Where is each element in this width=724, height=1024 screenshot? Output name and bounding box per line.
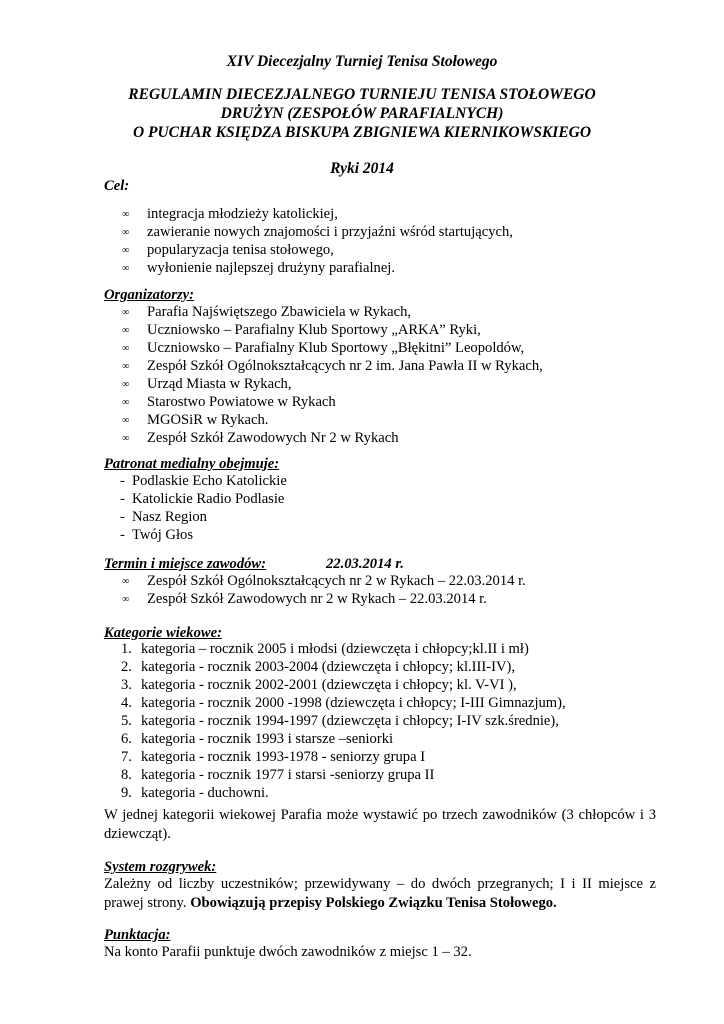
infinity-bullet-icon: ∞ [122,415,130,426]
infinity-bullet-icon: ∞ [122,209,130,220]
list-item: 8. kategoria - rocznik 1977 i starsi -seniorzy grupa II [121,767,435,783]
system-heading: System rozgrywek: [104,859,217,875]
cel-heading: Cel: [104,178,130,194]
infinity-bullet-icon: ∞ [122,397,130,408]
regulation-title-line-3: O PUCHAR KSIĘDZA BISKUPA ZBIGNIEWA KIERNIKOWSKIEGO [132,124,592,141]
list-item: ∞ Uczniowsko – Parafialny Klub Sportowy „Błękitni” Leopoldów, [122,339,543,357]
list-item: ∞ popularyzacja tenisa stołowego, [122,241,513,259]
infinity-bullet-icon: ∞ [122,325,130,336]
regulation-title-line-1: REGULAMIN DIECEZJALNEGO TURNIEJU TENISA STOŁOWEGO [128,86,596,103]
organizatorzy-list [122,303,543,447]
list-item: ∞ zawieranie nowych znajomości i przyjaźni wśród startujących, [122,223,513,241]
infinity-bullet-icon: ∞ [122,433,130,444]
regulation-title-line-2: DRUŻYN (ZESPOŁÓW PARAFIALNYCH) [220,105,504,122]
list-item: 2. kategoria - rocznik 2003-2004 (dziewczęta i chłopcy; kl.III-IV), [121,659,516,675]
place-year: Ryki 2014 [330,160,394,177]
punktacja-heading: Punktacja: [104,927,171,943]
kategoria-note: W jednej kategorii wiekowej Parafia może wystawić po trzech zawodników (3 chłopców i 3 dziewcząt). [104,807,656,842]
list-item: ∞ Zespół Szkół Ogólnokształcących nr 2 w Rykach – 22.03.2014 r. [122,572,526,590]
dash-bullet: - [120,509,125,525]
organizatorzy-heading: Organizatorzy: [104,287,195,303]
system-bold-text: Obowiązują przepisy Polskiego Związku Tenisa Stołowego. [190,894,557,911]
kategorie-list [121,640,566,802]
list-item: 7. kategoria - rocznik 1993-1978 - seniorzy grupa I [121,749,426,765]
list-item: ∞ integracja młodzieży katolickiej, [122,205,513,223]
termin-heading: Termin i miejsce zawodów: [104,556,267,572]
event-title: XIV Diecezjalny Turniej Tenisa Stołowego [226,53,498,70]
list-item: 6. kategoria - rocznik 1993 i starsze –seniorki [121,731,394,747]
infinity-bullet-icon: ∞ [122,379,130,390]
list-item: ∞ Starostwo Powiatowe w Rykach [122,393,543,411]
list-item: ∞ wyłonienie najlepszej drużyny parafialnej. [122,259,513,277]
infinity-bullet-icon: ∞ [122,594,130,605]
list-item: - Twój Głos [120,527,194,543]
dash-bullet: - [120,473,125,489]
patronat-heading: Patronat medialny obejmuje: [104,456,280,472]
system-text: Zależny od liczby uczestników; przewidywany – do dwóch przegranych; I i II miejsce z prawej strony. Obowiązują przepisy Polskiego Związku Tenisa Stołowego. [104,876,656,911]
patronat-list [120,472,287,544]
list-item: ∞ Uczniowsko – Parafialny Klub Sportowy „ARKA” Ryki, [122,321,543,339]
punktacja-text: Na konto Parafii punktuje dwóch zawodników z miejsc 1 – 32. [104,944,472,960]
list-item: 5. kategoria - rocznik 1994-1997 (dziewczęta i chłopcy; I-IV szk.średnie), [121,713,559,729]
list-item: - Katolickie Radio Podlasie [120,491,285,507]
list-item: ∞ Parafia Najświętszego Zbawiciela w Rykach, [122,303,543,321]
list-item: ∞ Zespół Szkół Ogólnokształcących nr 2 im. Jana Pawła II w Rykach, [122,357,543,375]
cel-list [122,205,513,277]
termin-list [122,572,526,608]
list-item: - Podlaskie Echo Katolickie [120,473,287,489]
dash-bullet: - [120,527,125,543]
infinity-bullet-icon: ∞ [122,227,130,238]
infinity-bullet-icon: ∞ [122,361,130,372]
dash-bullet: - [120,491,125,507]
list-item: - Nasz Region [120,509,207,525]
list-item: 3. kategoria - rocznik 2002-2001 (dziewczęta i chłopcy; kl. V-VI ), [121,677,517,693]
termin-date: 22.03.2014 r. [326,556,404,572]
list-item: 4. kategoria - rocznik 2000 -1998 (dziewczęta i chłopcy; I-III Gimnazjum), [121,695,566,711]
infinity-bullet-icon: ∞ [122,245,130,256]
infinity-bullet-icon: ∞ [122,263,130,274]
infinity-bullet-icon: ∞ [122,343,130,354]
infinity-bullet-icon: ∞ [122,307,130,318]
infinity-bullet-icon: ∞ [122,576,130,587]
list-item: ∞ MGOSiR w Rykach. [122,411,543,429]
list-item: 9. kategoria - duchowni. [121,785,269,801]
list-item: ∞ Zespół Szkół Zawodowych Nr 2 w Rykach [122,429,543,447]
list-item: 1. kategoria – rocznik 2005 i młodsi (dziewczęta i chłopcy;kl.II i mł) [121,641,529,657]
kategorie-heading: Kategorie wiekowe: [104,625,222,641]
list-item: ∞ Zespół Szkół Zawodowych nr 2 w Rykach – 22.03.2014 r. [122,590,526,608]
list-item: ∞ Urząd Miasta w Rykach, [122,375,543,393]
